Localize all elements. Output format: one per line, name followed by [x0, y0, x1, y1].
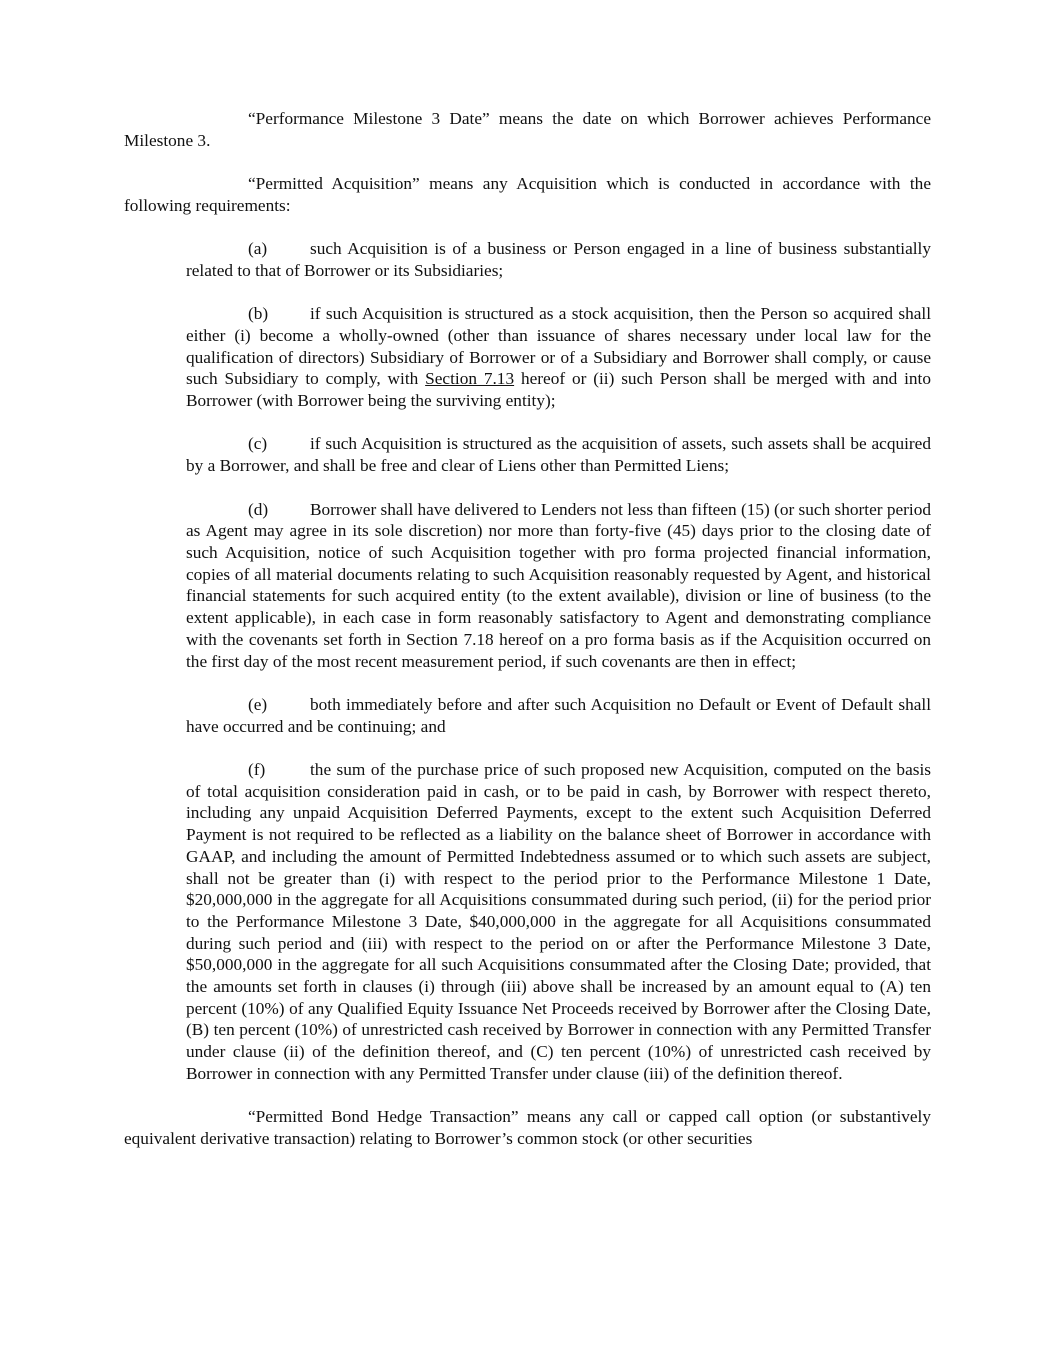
- clause-c: [186, 433, 931, 476]
- clause-a-text: such Acquisition is of a business or Person engaged in a line of business substantially related to that of Borrower or its Subsidiaries;: [186, 239, 931, 280]
- clause-e-label: (e): [248, 694, 268, 714]
- clause-a: [186, 238, 931, 281]
- definition-performance-milestone-3-date: “Performance Milestone 3 Date” means the date on which Borrower achieves Performance Milestone 3.: [124, 109, 931, 150]
- clause-d: [186, 499, 931, 673]
- clause-e-text: both immediately before and after such Acquisition no Default or Event of Default shall have occurred and be continuing; and: [186, 694, 931, 736]
- document-page: [124, 108, 931, 1150]
- definition-permitted-bond-hedge-transaction: “Permitted Bond Hedge Transaction” means any call or capped call option (or substantively equivalent derivative transaction) relating to Borrower’s common stock (or other securities: [124, 1107, 931, 1148]
- clause-d-label: (d): [248, 499, 269, 519]
- clause-c-text: if such Acquisition is structured as the acquisition of assets, such assets shall be acquired by a Borrower, and shall be free and clear of Liens other than Permitted Liens;: [186, 434, 931, 476]
- clause-b: [186, 303, 931, 412]
- clause-b-label: (b): [248, 304, 269, 324]
- section-7-13-reference: Section 7.13: [425, 369, 515, 389]
- clause-f-label: (f): [248, 759, 266, 779]
- clause-b-text-after: hereof or (ii) such Person shall be merged with and into Borrower (with Borrower being the surviving entity);: [186, 369, 931, 411]
- clause-c-label: (c): [248, 434, 268, 454]
- clause-e: [186, 694, 931, 737]
- clause-f: [186, 759, 931, 1085]
- clause-a-label: (a): [248, 239, 268, 259]
- clause-f-text: the sum of the purchase price of such proposed new Acquisition, computed on the basis of total acquisition consideration paid in cash, or to be paid in cash, by Borrower with respect thereto, including any unpaid Acquisition Deferred Payments, except to the extent such Acquisition Deferred Payment is not required to be reflected as a liability on the balance sheet of Borrower in accordance with GAAP, and including the amount of Permitted Indebtedness assumed or to which such assets are subject, shall not be greater than (i) with respect to the period prior to the Performance Milestone 1 Date, $20,000,000 in the aggregate for all Acquisitions consummated during such period, (ii) for the period prior to the Performance Milestone 3 Date, $40,000,000 in the aggregate for all Acquisitions consummated during such period and (iii) with respect to the period on or after the Performance Milestone 3 Date, $50,000,000 in the aggregate for all such Acquisitions consummated after the Closing Date; provided, that the amounts set forth in clauses (i) through (iii) above shall be increased by an amount equal to (A) ten percent (10%) of any Qualified Equity Issuance Net Proceeds received by Borrower after the Closing Date, (B) ten percent (10%) of unrestricted cash received by Borrower in connection with any Permitted Transfer under clause (ii) of the definition thereof, and (C) ten percent (10%) of unrestricted cash received by Borrower in connection with any Permitted Transfer under clause (iii) of the definition thereof.: [186, 759, 931, 1083]
- definition-permitted-acquisition: “Permitted Acquisition” means any Acquisition which is conducted in accordance with the following requirements:: [124, 174, 931, 215]
- clause-d-text: Borrower shall have delivered to Lenders not less than fifteen (15) (or such shorter period as Agent may agree in its sole discretion) nor more than forty-five (45) days prior to the closing date of such Acquisition, notice of such Acquisition together with pro forma projected financial information, copies of all material documents relating to such Acquisition reasonably requested by Agent, and historical financial statements for such acquired entity (to the extent available), division or line of business (to the extent applicable), in each case in form reasonably satisfactory to Agent and demonstrating compliance with the covenants set forth in Section 7.18 hereof on a pro forma basis as if the Acquisition occurred on the first day of the most recent measurement period, if such covenants are then in effect;: [186, 499, 931, 671]
- clause-b-text-before: if such Acquisition is structured as a stock acquisition, then the Person so acquired shall either (i) become a wholly-owned (other than issuance of shares necessary under local law for the qualification of directors) Subsidiary of Borrower or of a Subsidiary and Borrower shall comply, or cause such Subsidiary to comply, with: [186, 304, 931, 389]
